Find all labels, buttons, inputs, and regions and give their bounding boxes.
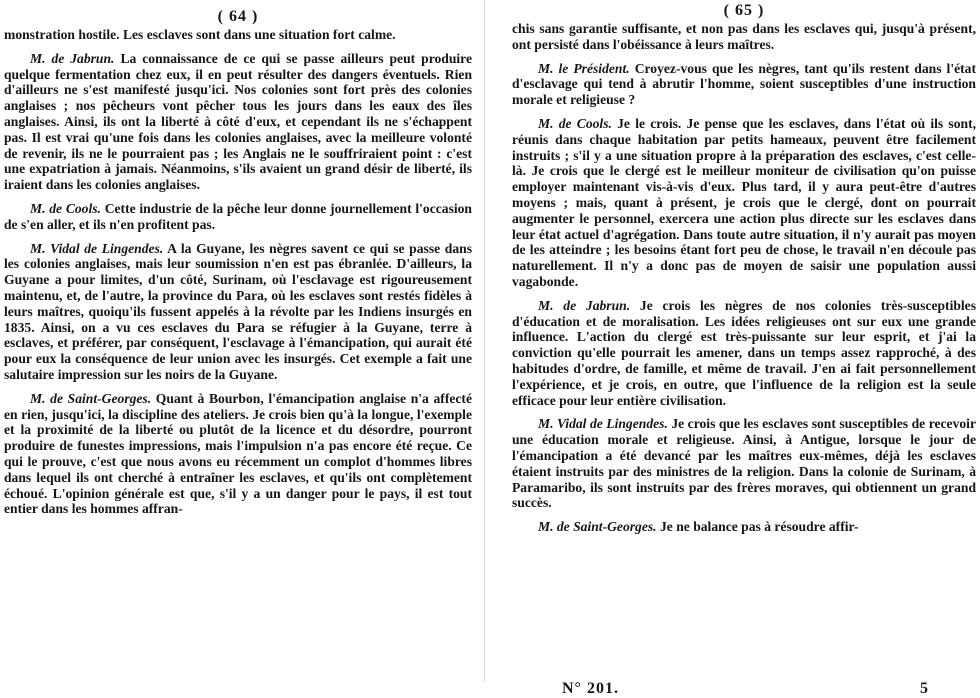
paragraph (4, 391, 472, 517)
paragraph (512, 416, 976, 511)
paragraph-text: Cette industrie de la pêche leur donne journellement l'occasion de s'en aller, et ils n'en profitent pas. (4, 200, 472, 232)
paragraph (4, 241, 472, 383)
signature-mark: N° 201. (562, 680, 619, 697)
paragraph-text: Je crois les nègres de nos colonies très-susceptibles d'éducation et de moralisation. Les idées religieuses ont sur eux une grande influence. L'action du clergé est très-puissante sur leur esprit, et j'ai la conviction qu'elle pourrait les amener, dans un temps assez rapproché, à des habitudes d'ordre, de famille, et même de travail. J'en ai fait personnellement l'expérience, et je crois, en outre, que l'influence de la religion est la seule efficace pour leur entière civilisation. (512, 297, 977, 408)
paragraph-text: Je ne balance pas à résoudre affir- (656, 519, 859, 535)
speaker-name: M. de Cools. (538, 115, 612, 131)
paragraph-text: Croyez-vous que les nègres, tant qu'ils restent dans l'état d'esclavage qui tend à abrutir l'homme, soient susceptibles d'une instruction morale et religieuse ? (512, 60, 976, 108)
speaker-name: M. de Cools. (30, 200, 101, 216)
speaker-name: M. de Jabrun. (30, 50, 115, 66)
paragraph (4, 201, 472, 233)
left-page (0, 0, 484, 682)
paragraph-text: La connaissance de ce qui se passe ailleurs peut produire quelque fermentation chez eux, il en peut résulter des dangers éventuels. Rien d'ailleurs ne s'est manifesté jusqu'ici. Nos colonies sont fort près des colonies anglaises ; nos pêcheurs vont pêcher tous les jours dans les eaux des îles anglaises. Ainsi, ils ont la liberté à côté d'eux, et cependant ils ne s'échappent pas. Il est vrai qu'une fois dans les colonies anglaises, avec la meilleure volonté de revenir, ils ne le pourraient pas ; les Anglais ne le souffriraient point : c'est une expatriation à jamais. Néanmoins, s'ils avaient un grand désir de liberté, ils iraient dans les colonies anglaises. (4, 50, 473, 193)
signature-number: 5 (920, 680, 928, 697)
speaker-name: M. Vidal de Lingendes. (30, 240, 164, 256)
paragraph-text: Je crois que les esclaves sont susceptibles de recevoir une éducation morale et religieuse. Ainsi, à Antigue, lorsque le jour de l'émancipation a été devancé par les maîtres eux-mêmes, déjà les esclaves étaient instruits par des ministres de la religion. Dans la colonie de Surinam, à Paramaribo, ils sont instruits par des frères moraves, qui obtiennent un grand succès. (512, 416, 976, 511)
page-number: ( 65 ) (723, 2, 765, 19)
speaker-name: M. Vidal de Lingendes. (538, 416, 668, 432)
paragraph (512, 21, 976, 53)
paragraph-text: monstration hostile. Les esclaves sont dans une situation fort calme. (4, 27, 396, 42)
paragraph (512, 519, 976, 535)
right-page (484, 0, 980, 697)
paragraph-text: A la Guyane, les nègres savent ce qui se passe dans les colonies anglaises, mais leur soumission n'en est pas ébranlée. D'ailleurs, la Guyane a pour limites, d'un côté, Surinam, où l'esclavage est rigoureusement maintenu, et, de l'autre, la province du Para, où les esclaves sont restés fidèles à leurs maîtres, quoiqu'ils fussent appelés à la révolte par les Indiens insurgés en 1835. Ainsi, on a vu ces esclaves du Para se réfugier à la Guyane, terre à esclaves, et préférer, par conséquent, l'esclavage à l'émancipation, qui aurait été pour eux la conséquence de leur union avec les insurgés. Cet exemple a fait une salutaire impression sur les noirs de la Guyane. (4, 240, 472, 382)
paragraph (512, 116, 976, 290)
paragraph (512, 61, 976, 108)
paragraph (4, 27, 472, 43)
paragraph-text: Quant à Bourbon, l'émancipation anglaise n'a affecté en rien, jusqu'ici, la discipline des ateliers. Je crois bien qu'à la longue, l'exemple et la proximité de la liberté ou plutôt de la licence et du désordre, pourront produire de funestes impressions, mais l'impulsion n'a pas encore été reçue. Ce qui le prouve, c'est que nous avons eu récemment un complot d'hommes libres dans lequel ils ont cherché à entraîner les esclaves, et qu'ils ont complètement échoué. L'opinion générale est que, s'il y a un danger pour le pays, il est tout entier dans les hommes affran- (4, 390, 472, 517)
speaker-name: M. le Président. (538, 60, 630, 76)
paragraph-text: chis sans garantie suffisante, et non pas dans les esclaves qui, jusqu'à présent, ont persisté dans l'obéissance à leurs maîtres. (512, 21, 976, 52)
speaker-name: M. de Jabrun. (538, 297, 631, 313)
paragraph-text: Je le crois. Je pense que les esclaves, dans l'état où ils sont, réunis dans chaque habitation par petits hameaux, peuvent être facilement instruits ; s'il y a une situation propre à la préparation des esclaves, c'est celle-là. Je crois que le clergé est le meilleur moniteur de civilisation qu'on puisse employer maintenant vis-à-vis d'eux. Plus tard, il y aura peut-être d'autres moyens ; mais, quant à présent, je crois que le clergé, dont on pourrait augmenter le personnel, exercera une action plus directe sur les esclaves dans leur état actuel d'agrégation. Dans toute autre situation, il n'y aurait pas moyen de les atteindre ; les besoins étant fort peu de chose, le travail n'en découle pas naturellement. Il n'y a donc pas de moyen de saisir une population aussi vagabonde. (512, 115, 976, 289)
speaker-name: M. de Saint-Georges. (30, 390, 152, 406)
paragraph (512, 298, 976, 409)
speaker-name: M. de Saint-Georges. (538, 519, 657, 535)
paragraph (4, 51, 472, 193)
page-number: ( 64 ) (217, 8, 259, 25)
